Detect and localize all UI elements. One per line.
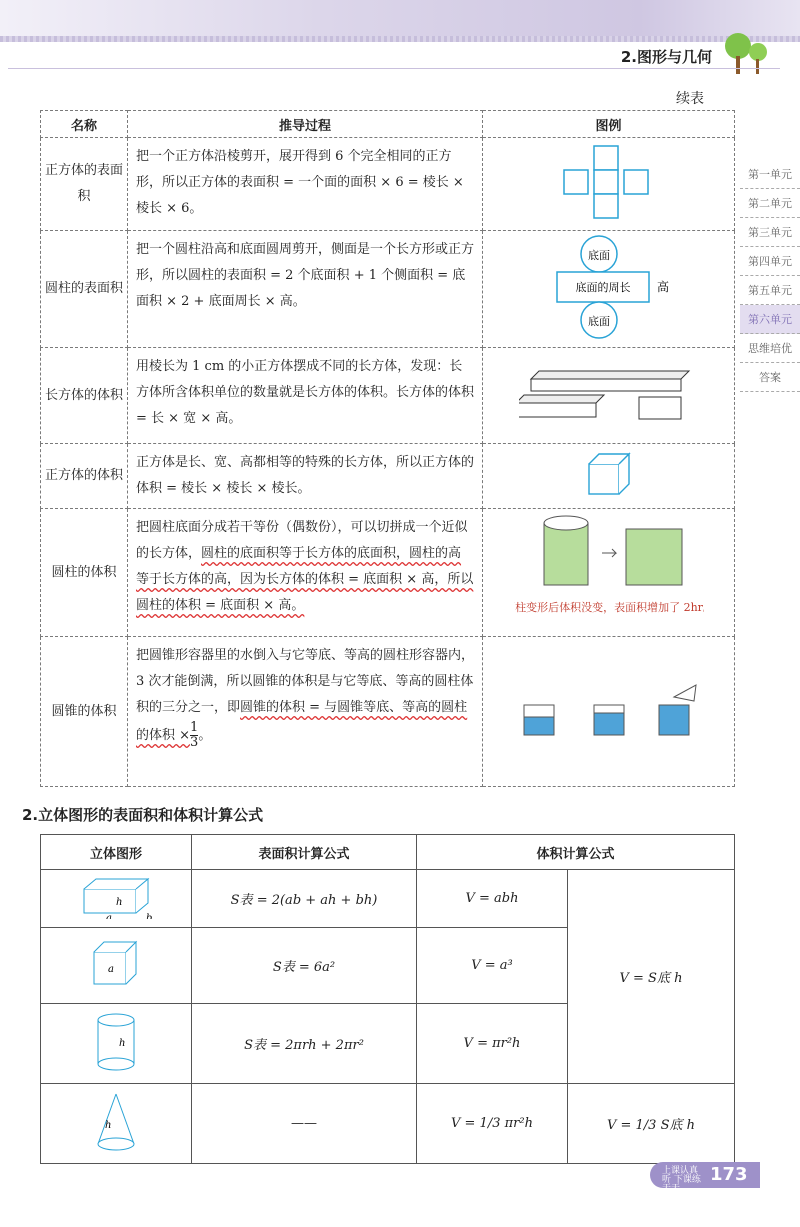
row-name: 长方体的体积 [41,348,128,444]
cylinder-net-figure [529,232,689,342]
sidebar-tab[interactable]: 答案 [740,363,800,392]
sidebar-tab[interactable]: 第三单元 [740,218,800,247]
sidebar-tab[interactable]: 思维培优 [740,334,800,363]
page-number: 173 [710,1164,748,1185]
row-name: 圆锥的体积 [41,637,128,787]
table-header: 图例 [483,111,735,138]
derivation-table [40,110,735,787]
row-name: 圆柱的表面积 [41,231,128,348]
fraction-numerator: 1 [190,720,199,735]
surface-formula: S表 = 2(ab + ah + bh) [192,870,417,928]
cuboid-shape [76,875,156,919]
row-derivation: 把一个正方体沿棱剪开，展开得到 6 个完全相同的正方形，所以正方体的表面积 = 一个面的面积 × 6 = 棱长 × 棱长 × 6。 [128,138,483,231]
cylinder-volume-figure [514,511,704,631]
cone-volume-formula: V = 1/3 S底 h [568,1084,735,1164]
cylinder-top-label: 底面 [587,249,610,262]
cube-figure [584,452,634,496]
cylinder-side-label: 高 [656,280,669,294]
row-name: 正方体的体积 [41,444,128,509]
volume-formula: V = 1/3 πr²h [417,1084,568,1164]
volume-formula: V = abh [417,870,568,928]
shape-label: h [105,1119,112,1131]
sidebar-tab[interactable]: 第五单元 [740,276,800,305]
table-header: 名称 [41,111,128,138]
cylinder-note: 圆柱变形后体积没变，表面积增加了 2hr。 [513,600,704,614]
fraction-denominator: 3 [190,735,199,750]
row-name: 正方体的表面积 [41,138,128,231]
sidebar-tab[interactable]: 第四单元 [740,247,800,276]
header-divider [8,68,780,69]
sidebar-tab[interactable]: 第二单元 [740,189,800,218]
derivation-text: 把圆柱底面分成若干等份（偶数份），可以切拼成一个近似的长方体， [136,520,468,561]
surface-formula: S表 = 6a² [192,928,417,1004]
table-header: 表面积计算公式 [192,835,417,870]
table-header: 体积计算公式 [417,835,735,870]
continued-label: 续表 [676,91,704,107]
badge-text: 上课认真听 下课练天天 [662,1166,701,1194]
page-badge [650,1162,760,1194]
volume-formula: V = πr²h [417,1004,568,1084]
shape-label: h [119,1037,126,1049]
sidebar-tab[interactable]: 第一单元 [740,160,800,189]
row-derivation [128,509,483,637]
sidebar-tab-active[interactable]: 第六单元 [740,305,800,334]
derivation-emphasis: 圆柱的底面积等于长方体的底面积，圆柱的高等于长方体的高，因为长方体的体积 = 底面积 × 高，所以圆柱的体积 = 底面积 × 高。 [136,546,474,613]
surface-formula: S表 = 2πrh + 2πr² [192,1004,417,1084]
row-derivation: 用棱长为 1 cm 的小正方体摆成不同的长方体，发现：长方体所含体积单位的数量就是长方体的体积。长方体的体积 = 长 × 宽 × 高。 [128,348,483,444]
shape-label: h [116,896,123,908]
cylinder-bottom-label: 底面 [587,315,610,328]
row-derivation: 把一个圆柱沿高和底面圆周剪开，侧面是一个长方形或正方形，所以圆柱的表面积 = 2 个底面积 + 1 个侧面积 = 底面积 × 2 + 底面周长 × 高。 [128,231,483,348]
table-header: 立体图形 [41,835,192,870]
row-name: 圆柱的体积 [41,509,128,637]
cube-shape [86,938,146,990]
derivation-text: 把圆锥形容器里的水倒入与它等底、等高的圆柱形容器内，3 次才能倒满，所以圆锥的体积是与它等底、等高的圆柱体积的三分之一，即 [136,648,475,715]
merged-volume-formula: V = S底 h [568,870,735,1084]
shape-label: a [106,912,112,919]
cone-shape [91,1090,141,1154]
header-title: 2.图形与几何 [620,48,712,66]
unit-sidebar [740,160,800,392]
section-title: 2.立体图形的表面积和体积计算公式 [22,806,264,824]
table-header: 推导过程 [128,111,483,138]
row-derivation: 正方体是长、宽、高都相等的特殊的长方体，所以正方体的体积 = 棱长 × 棱长 × 棱长。 [128,444,483,509]
cone-pour-figure [514,675,704,745]
row-derivation [128,637,483,787]
shape-label: b [146,912,153,919]
cylinder-middle-label: 底面的周长 [575,281,630,294]
cube-net-figure [549,144,669,220]
shape-label: a [108,963,114,975]
tree-icon [722,30,770,76]
cuboid-blocks-figure [519,359,699,429]
surface-formula: —— [192,1084,417,1164]
top-band [0,0,800,42]
derivation-tail: 。 [198,728,212,743]
cylinder-shape [91,1010,141,1074]
formula-table [40,834,735,1164]
derivation-emphasis: 圆锥的体积 = 与圆锥等底、等高的圆柱的体积 × [136,700,468,743]
volume-formula: V = a³ [417,928,568,1004]
